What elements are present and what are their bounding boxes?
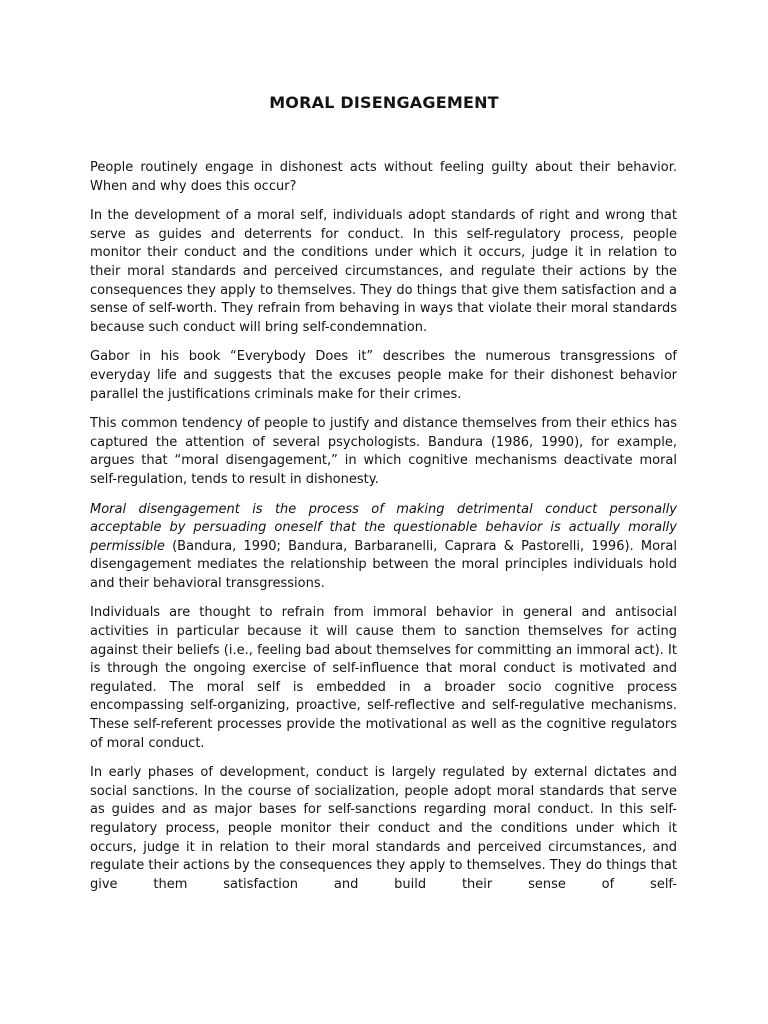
paragraph-gabor: Gabor in his book “Everybody Does it” describes the numerous transgressions of everyday life and suggests that the excuses people make for their dishonest behavior parallel the justifications criminals make for their crimes. — [90, 349, 677, 402]
paragraph-intro: People routinely engage in dishonest acts without feeling guilty about their behavior. When and why does this occur? — [90, 160, 677, 194]
definition-citation-text: (Bandura, 1990; Bandura, Barbaranelli, Caprara & Pastorelli, 1996). Moral disengagement mediates the relationship between the moral principles individuals hold and their behavioral transgressions. — [90, 538, 677, 591]
paragraph-definition — [90, 501, 677, 594]
document-title: MORAL DISENGAGEMENT — [269, 93, 499, 112]
paragraph-moral-self: In the development of a moral self, individuals adopt standards of right and wrong that serve as guides and deterrents for conduct. In this self-regulatory process, people monitor their conduct and the conditions under which it occurs, judge it in relation to their moral standards and perceived circumstances, and regulate their actions by the consequences they apply to themselves. They do things that give them satisfaction and a sense of self-worth. They refrain from behaving in ways that violate their moral standards because such conduct will bring self-condemnation. — [90, 208, 677, 335]
paragraph-development: In early phases of development, conduct is largely regulated by external dictates and social sanctions. In the course of socialization, people adopt moral standards that serve as guides and as major bases for self-sanctions regarding moral conduct. In this self-regulatory process, people monitor their conduct and the conditions under which it occurs, judge it in relation to their moral standards and perceived circumstances, and regulate their actions by the consequences they apply to themselves. They do things that give them satisfaction and build their sense of self- — [90, 765, 677, 892]
paragraph-self-influence: Individuals are thought to refrain from immoral behavior in general and antisocial activities in particular because it will cause them to sanction themselves for acting against their beliefs (i.e., feeling bad about themselves for committing an immoral act). It is through the ongoing exercise of self-influence that moral conduct is motivated and regulated. The moral self is embedded in a broader socio cognitive process encompassing self-organizing, proactive, self-reflective and self-regulative mechanisms. These self-referent processes provide the motivational as well as the cognitive regulators of moral conduct. — [90, 605, 677, 751]
paragraph-bandura: This common tendency of people to justify and distance themselves from their ethics has captured the attention of several psychologists. Bandura (1986, 1990), for example, argues that “moral disengagement,” in which cognitive mechanisms deactivate moral self-regulation, tends to result in dishonesty. — [90, 416, 677, 487]
definition-italic-text: Moral disengagement is the process of making detrimental conduct personally acceptable by persuading oneself that the questionable behavior is actually morally permissible — [90, 501, 677, 554]
document-body — [90, 159, 677, 905]
